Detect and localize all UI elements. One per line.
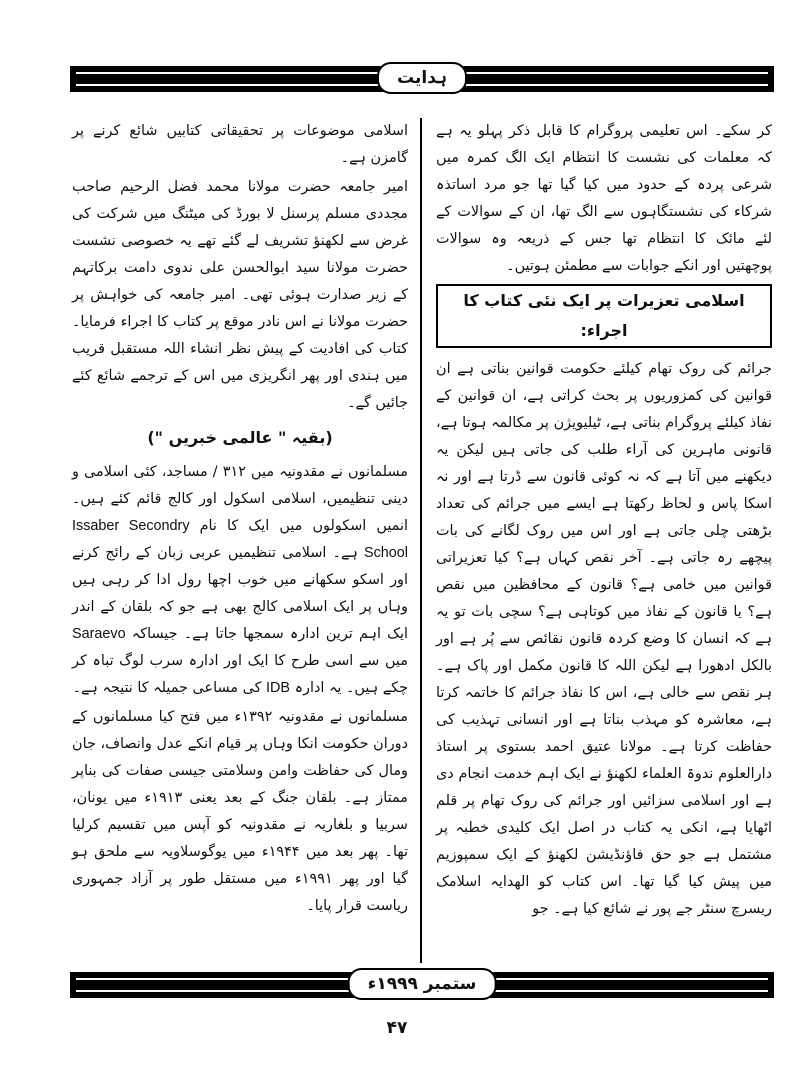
right-paragraph-1: کر سکے۔ اس تعلیمی پروگرام کا قابل ذکر پہلو یہ ہے کہ معلمات کی نشست کا انتظام ایک الگ کمرہ میں شرعی پردہ کے حدود میں کیا گیا تھا جو مرد اساتذہ شرکاء کی نشستگاہوں سے الگ تھا، ان کے سوالات کے لئے مائک کا انتظام تھا جس کے ذریعہ وہ سوالات پوچھتیں اور انکے جوابات سے مطمئن ہوتیں۔ (436, 123, 772, 274)
school-name: Issaber Secondry School (72, 518, 408, 561)
book-launch-heading: اسلامی تعزیرات پر ایک نئی کتاب کا اجراء: (436, 284, 772, 348)
footer-date: ستمبر ۱۹۹۹ء (348, 968, 497, 1000)
city-name: Saraevo (72, 626, 126, 642)
paragraph-3-part-d: کی مساعی جمیلہ کا نتیجہ ہے۔ (72, 680, 262, 696)
header-title: ہدایت (377, 62, 467, 94)
paragraph-3-part-b: ہے۔ اسلامی تنظیمیں عربی زبان کے رائج کرنے اور اسکو سکھانے میں خوب اچھا رول ادا کر رہی ہیں وہاں پر ایک اسلامی کالج بھی ہے جو کہ بلقان کے اندر ایک اہم ترین ادارہ سمجھا جاتا ہے۔ جیساکہ (72, 545, 409, 642)
left-column (72, 118, 408, 922)
page-number: ۴۷ (386, 1018, 408, 1038)
footer-banner (70, 972, 774, 998)
left-paragraph-3 (72, 459, 408, 702)
org-name: IDB (266, 680, 291, 696)
paragraph-3-part-a: مسلمانوں نے مقدونیہ میں ۳۱۲ / مساجد، کئی اسلامی و دینی تنظیمیں، اسلامی اسکول اور کالج قائم کئے ہیں۔ انمیں اسکولوں میں ایک کا نام (72, 464, 408, 534)
paragraph-3-part-c: میں سے اسی طرح کا ایک اور ادارہ سرب لوگ تباہ کر چکے ہیں۔ یہ ادارہ (72, 653, 408, 696)
right-paragraph-2: جرائم کی روک تھام کیلئے حکومت قوانین بناتی ہے ان قوانین کی کمزوریوں پر بحث کراتی ہے، ان قوانین کے نفاذ کیلئے پروگرام بناتی ہے، ٹیلیویژن پر مکالمہ ہوتا ہے، قانونی ماہرین کی آراء طلب کی جاتی ہیں لیکن یہ دیکھنے میں آتا ہے کہ نہ کوئی قانون سے ڈرتا ہے اور نہ اسکا پاس و لحاظ رکھتا ہے ایسے میں جرائم کی تعداد بڑھتی چلی جاتی ہے اور اس میں روک لگانے کی بات پیچھے رہ جاتی ہے۔ آخر نقص کہاں ہے؟ کیا تعزیراتی قوانین میں خامی ہے؟ قانون کے محافظین میں نقص ہے؟ یا قانون کے نفاذ میں کوتاہی ہے؟ سچی بات تو یہ ہے کہ انسان کا وضع کردہ قانون نقائص سے پُر ہے اور بالکل ادھورا ہے لیکن اللہ کا قانون مکمل اور پاک ہے۔ ہر نقص سے خالی ہے، اس کا نفاذ جرائم کا خاتمہ کرتا ہے، معاشرہ کو مہذب بناتا ہے اور انسانی تہذیب کی حفاظت کرتا ہے۔ مولانا عتیق احمد بستوی پر استاذ دارالعلوم ندوۃ العلماء لکھنؤ نے ایک اہم خدمت انجام دی ہے اور اسلامی سزائیں اور جرائم کی روک تھام پر قلم اٹھایا ہے، انکی یہ کتاب در اصل ایک کلیدی خطبہ پر مشتمل ہے جو حق فاؤنڈیشن لکھنؤ کے ایک سمپوزیم میں پیش کیا گیا تھا۔ اس کتاب کو الھدایہ اسلامک ریسرچ سنٹر جے پور نے شائع کیا ہے۔ جو (436, 361, 772, 917)
right-column (436, 118, 772, 925)
left-paragraph-2: امیر جامعہ حضرت مولانا محمد فضل الرحیم صاحب مجددی مسلم پرسنل لا بورڈ کی میٹنگ میں شرکت کی غرض سے لکھنؤ تشریف لے گئے تھے یہ خصوصی نشست حضرت مولانا سید ابوالحسن علی ندوی دامت برکاتہم کے زیر صدارت ہوئی تھی۔ امیر جامعہ کی خواہش پر حضرت مولانا نے اس نادر موقع پر کتاب کا اجراء فرمایا۔ کتاب کی افادیت کے پیش نظر انشاء اللہ مستقبل قریب میں ہندی اور پھر انگریزی میں اس کے ترجمے شائع کئے جائیں گے۔ (72, 179, 408, 411)
left-paragraph-1: اسلامی موضوعات پر تحقیقاتی کتابیں شائع کرنے پر گامزن ہے۔ (72, 123, 408, 166)
left-paragraph-4: مسلمانوں نے مقدونیہ ۱۳۹۲ء میں فتح کیا مسلمانوں کے دوران حکومت انکا وہاں پر قیام انکے عدل وانصاف، جان ومال کی حفاظت وامن وسلامتی جیسی صفات کی بناپر ممتاز ہے۔ بلقان جنگ کے بعد یعنی ۱۹۱۳ء میں یونان، سربیا و بلغاریہ نے مقدونیہ کو آپس میں تقسیم کرلیا تھا۔ پھر بعد میں ۱۹۴۴ء میں یوگوسلاویہ سے ملحق ہو گیا اور پھر ۱۹۹۱ء میں مستقل طور پر آزاد جمہوری ریاست قرار پایا۔ (72, 709, 409, 914)
column-divider (420, 118, 422, 963)
header-banner (70, 66, 774, 92)
world-news-heading: (بقیہ " عالمی خبریں ") (147, 428, 333, 447)
